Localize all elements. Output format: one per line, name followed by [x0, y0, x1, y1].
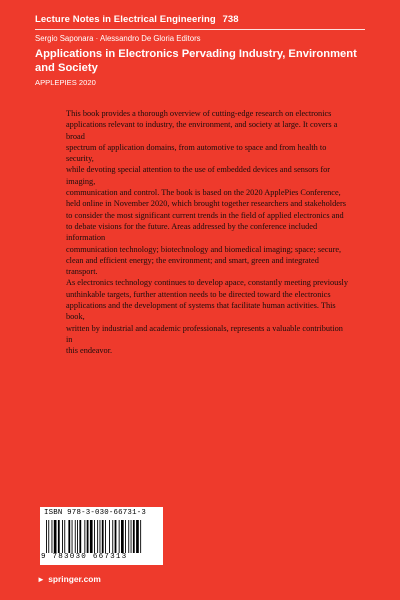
editors-names: Sergio Saponara · Alessandro De Gloria: [35, 34, 175, 43]
description-line: spectrum of application domains, from automotive to space and from health to security,: [66, 142, 327, 164]
description-line: held online in November 2020, which brought together researchers and stakeholders: [66, 199, 346, 209]
description-line: while devoting special attention to the use of embedded devices and sensors for imaging,: [66, 165, 331, 186]
barcode-label: [40, 507, 163, 565]
editors-suffix: Editors: [176, 34, 201, 43]
description-line: this endeavor.: [66, 346, 113, 356]
series-title: [35, 14, 239, 25]
publisher-link-label: springer.com: [48, 574, 101, 584]
series-volume: 738: [222, 14, 239, 25]
header-divider: [35, 29, 365, 30]
book-description: [66, 108, 348, 357]
description-line: communication technology; biotechnology and biomedical imaging; space; secure,: [66, 244, 342, 254]
isbn-text: ISBN 978-3-030-66731-3: [44, 509, 146, 517]
editors-line: [35, 34, 201, 43]
barcode-icon: [46, 520, 158, 553]
description-line: clean and efficient energy; the environment; and smart, green and integrated transport.: [66, 255, 319, 277]
description-line: This book provides a thorough overview of cutting-edge research on electronics: [66, 109, 332, 118]
book-subtitle: APPLEPIES 2020: [35, 78, 96, 87]
barcode-digits: 9 783030 667313: [41, 553, 128, 561]
book-title-line-2: and Society: [35, 62, 98, 74]
book-title: [35, 47, 370, 75]
arrow-right-icon: ►: [37, 575, 45, 584]
series-name: Lecture Notes in Electrical Engineering: [35, 14, 216, 25]
description-line: unthinkable targets, further attention needs to be directed toward the electronics: [66, 289, 331, 299]
publisher-link[interactable]: [37, 574, 101, 584]
description-line: As electronics technology continues to develop apace, constantly meeting previously: [66, 278, 349, 288]
description-line: applications relevant to industry, the environment, and society at large. It covers a broad: [66, 120, 338, 141]
description-line: communication and control. The book is based on the 2020 ApplePies Conference,: [66, 188, 341, 198]
description-line: applications and the development of systems that facilitate human activities. This book,: [66, 301, 336, 322]
description-line: to consider the most significant current trends in the field of applied electronics and: [66, 210, 344, 220]
description-line: written by industrial and academic professionals, represents a valuable contribution in: [66, 323, 343, 344]
book-title-line-1: Applications in Electronics Pervading Industry, Environment: [35, 48, 357, 60]
description-line: to debate visions for the future. Areas addressed by the conference included information: [66, 221, 318, 243]
